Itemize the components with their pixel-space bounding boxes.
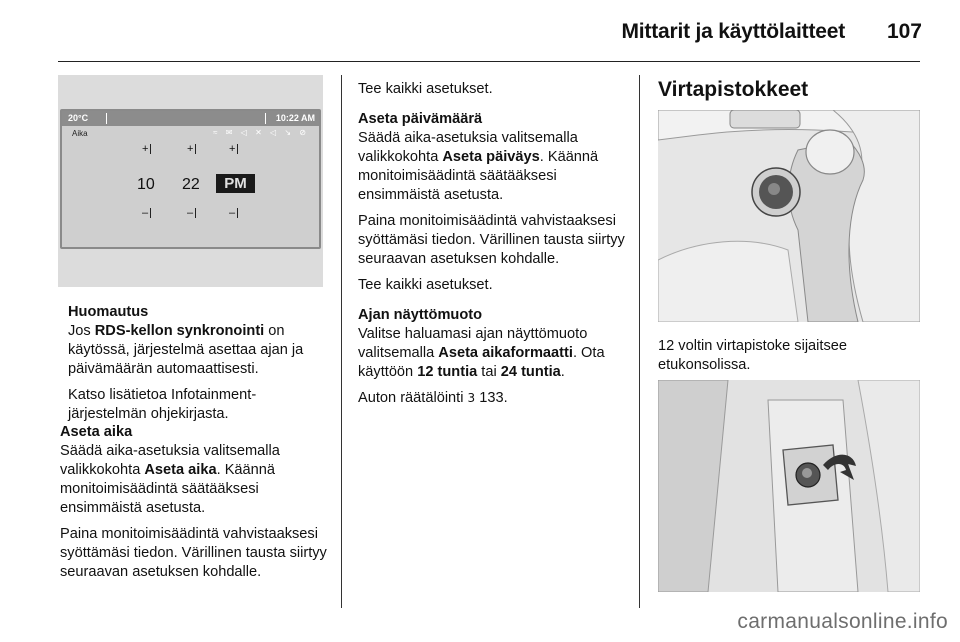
minutes-value: 22: [182, 176, 200, 193]
meridiem-decrease-icon: –: [229, 207, 238, 219]
rear-outlet-illustration: [658, 380, 920, 592]
hours-value: 10: [137, 176, 155, 193]
hour-increase-icon: +: [142, 143, 151, 155]
set-date-heading: Aseta päivämäärä: [358, 111, 483, 127]
note-paragraph: Jos RDS-kellon synkronointi on käytössä, järjestelmä asettaa ajan ja päivämäärän automaattisesti.: [68, 323, 304, 377]
set-time-heading: Aseta aika: [60, 424, 133, 440]
header-rule: [58, 61, 920, 62]
option-12h: 12 tuntia: [417, 364, 478, 380]
cross-reference: Auton räätälöinti 3 133.: [358, 390, 508, 406]
menu-term: Aseta aika: [144, 462, 217, 478]
body-paragraph: Säädä aika-asetuksia valitsemalla valikkokohta Aseta päiväys. Käännä monitoimisäädintä säätääksesi ensimmäistä asetusta.: [358, 130, 599, 203]
body-paragraph: Paina monitoimisäädintä vahvistaaksesi syöttämäsi tiedon. Värillinen tausta siirtyy seuraavan asetuksen kohdalle.: [358, 213, 625, 267]
page-reference-icon: 3: [467, 391, 476, 405]
power-outlet-rear-figure: [658, 380, 920, 592]
power-outlet-console-figure: [658, 110, 920, 322]
menu-term: Aseta päiväys: [442, 149, 540, 165]
page-number: 107: [886, 20, 922, 43]
display-status-bar: [62, 111, 319, 126]
hour-decrease-icon: –: [142, 207, 151, 219]
body-paragraph: Paina monitoimisäädintä vahvistaaksesi syöttämäsi tiedon. Värillinen tausta siirtyy seuraavan asetuksen kohdalle.: [60, 526, 327, 580]
chapter-title: Mittarit ja käyttölaitteet: [621, 20, 845, 43]
temperature-readout: 20°C: [68, 113, 89, 123]
rds-clock-sync-term: RDS-kellon synkronointi: [94, 323, 265, 339]
status-icons: ≈ ✉ ◁ ✕ ◁ ↘ ⊘: [213, 128, 309, 137]
body-paragraph: Valitse haluamasi ajan näyttömuoto valitsemalla Aseta aikaformaatti. Ota käyttöön 12 tuntia tai 24 tuntia.: [358, 326, 605, 380]
meridiem-value: PM: [216, 174, 255, 193]
time-format-heading: Ajan näyttömuoto: [358, 307, 483, 323]
body-paragraph: Tee kaikki asetukset.: [358, 81, 493, 97]
body-paragraph: Säädä aika-asetuksia valitsemalla valikkokohta Aseta aika. Käännä monitoimisäädintä säätääksesi ensimmäistä asetusta.: [60, 443, 280, 516]
minute-decrease-icon: –: [187, 207, 196, 219]
clock-readout: 10:22 AM: [275, 113, 315, 123]
body-paragraph: Tee kaikki asetukset.: [358, 277, 493, 293]
section-title: Virtapistokkeet: [658, 78, 809, 101]
display-panel: [60, 109, 321, 249]
infotainment-time-screen-figure: [58, 75, 323, 287]
page-header: [0, 0, 960, 62]
date-and-format-section: [358, 80, 628, 415]
watermark: carmanualsonline.info: [737, 610, 948, 633]
column-divider: [341, 75, 342, 608]
minute-increase-icon: +: [187, 143, 196, 155]
note-block: [68, 303, 330, 431]
status-separator: [265, 113, 266, 124]
figure-caption: 12 voltin virtapistoke sijaitsee etukonsolissa.: [658, 338, 847, 373]
option-24h: 24 tuntia: [500, 364, 561, 380]
set-time-section: [60, 423, 332, 589]
menu-term: Aseta aikaformaatti: [438, 345, 573, 361]
note-paragraph: Katso lisätietoa Infotainment-järjestelmän ohjekirjasta.: [68, 387, 257, 422]
screen-label: Aika: [72, 129, 88, 138]
status-separator: [106, 113, 107, 124]
console-outlet-illustration: [658, 110, 920, 322]
meridiem-increase-icon: +: [229, 143, 238, 155]
column-divider: [639, 75, 640, 608]
note-heading: Huomautus: [68, 304, 149, 320]
